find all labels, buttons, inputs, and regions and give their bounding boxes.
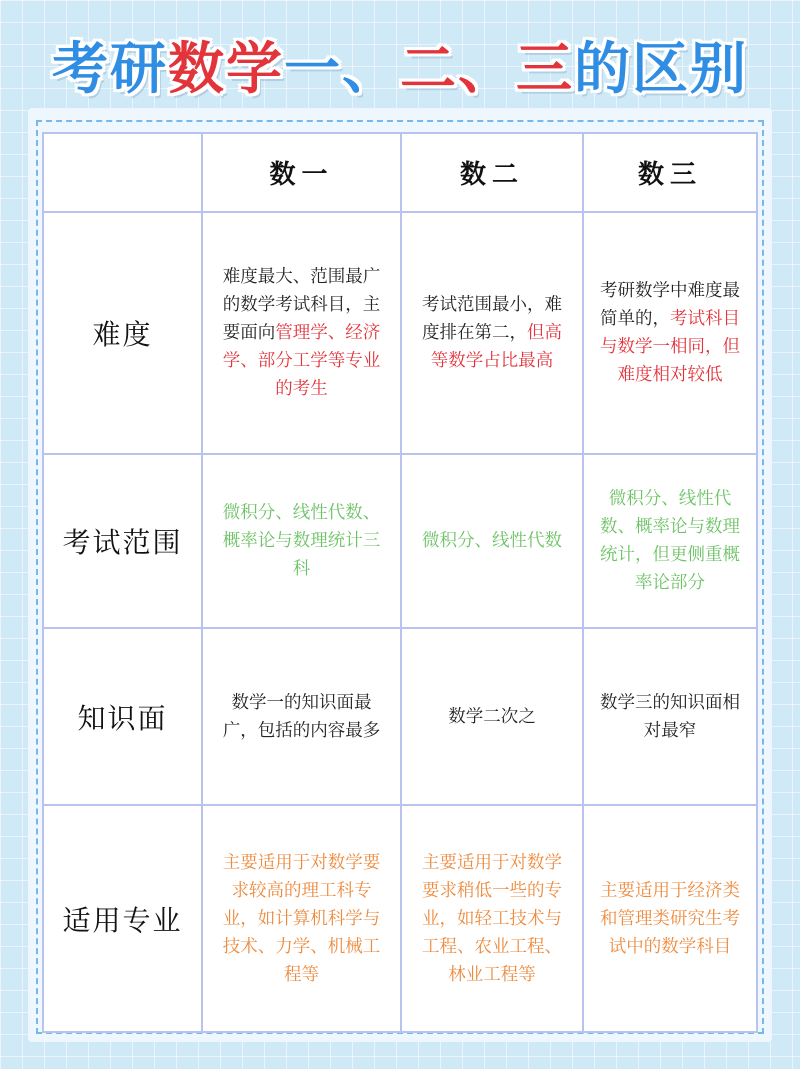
cell-difficulty-math-1 [202,212,401,454]
cell-text-segment: 微积分、线性代数、概率论与数理统计，但更侧重概率论部分 [600,489,740,593]
cell-knowledge-math-3 [583,628,757,805]
header-math-2: 数二 [401,133,583,212]
row-label-knowledge: 知识面 [43,628,202,805]
cell-text-segment: 管理学、经济学、部分工学等专业的考生 [222,323,381,399]
title-part-5: 三 [516,37,574,102]
cell-text-segment: 数学一的知识面最广，包括的内容最多 [222,692,381,741]
cell-text-segment: 微积分、线性代数、概率论与数理统计三科 [222,503,381,579]
cell-scope-math-2 [401,454,583,628]
cell-text-segment: 考试范围最小，难度排在第二， [422,295,562,343]
cell-text-segment: 但高等数学占比最高 [430,323,562,371]
comparison-table [42,132,758,1033]
cell-text-segment: 主要适用于经济类和管理类研究生考试中的数学科目 [600,880,740,957]
cell-text-segment: 主要适用于对数学要求稍低一些的专业，如轻工技术与工程、农业工程、林业工程等 [422,852,562,985]
cell-knowledge-math-1 [202,628,401,805]
cell-text-segment: 数学三的知识面相对最窄 [600,692,740,741]
cell-difficulty-math-2 [401,212,583,454]
row-label-difficulty: 难度 [43,212,202,454]
cell-text-segment: 考研数学中难度最简单的， [600,281,740,329]
title-part-1: 考研 [52,37,168,102]
cell-text-segment: 数学二次之 [448,706,536,727]
cell-text-segment: 主要适用于对数学要求较高的理工科专业，如计算机科学与技术、力学、机械工程等 [222,852,381,985]
cell-text-segment: 微积分、线性代数 [422,531,562,551]
cell-knowledge-math-2 [401,628,583,805]
table-row [43,805,757,1032]
title-part-6: 的区别 [574,37,748,102]
header-math-1: 数一 [202,133,401,212]
cell-difficulty-math-3 [583,212,757,454]
cell-text-segment: 难度最大、范围最广的数学考试科目，主要面向 [222,267,381,343]
title-part-3: 一、 [284,37,400,102]
table-header-row [43,133,757,212]
cell-text-segment: 考试科目与数学一相同，但难度相对较低 [600,309,740,385]
title-part-4: 二、 [400,37,516,102]
table-row [43,454,757,628]
table-row [43,212,757,454]
cell-majors-math-1 [202,805,401,1032]
cell-majors-math-2 [401,805,583,1032]
header-empty [43,133,202,212]
row-label-majors: 适用专业 [43,805,202,1032]
cell-scope-math-1 [202,454,401,628]
cell-majors-math-3 [583,805,757,1032]
page-title [0,30,800,110]
cell-scope-math-3 [583,454,757,628]
header-math-3: 数三 [583,133,757,212]
title-part-2: 数学 [168,37,284,102]
table-row [43,628,757,805]
row-label-scope: 考试范围 [43,454,202,628]
